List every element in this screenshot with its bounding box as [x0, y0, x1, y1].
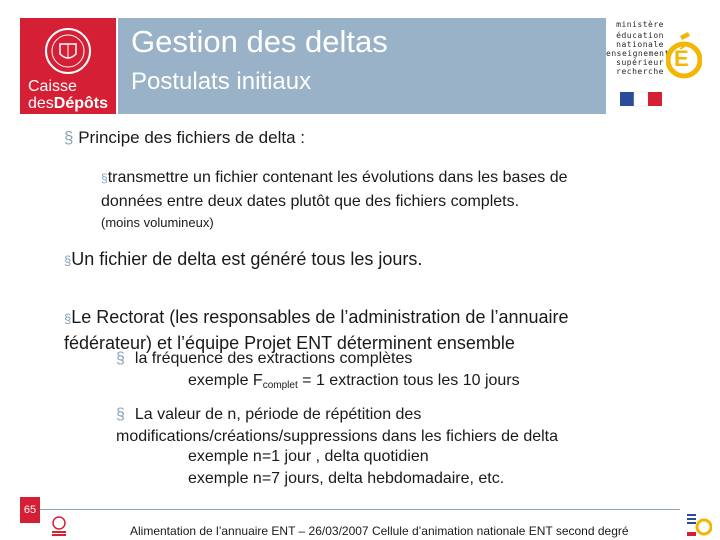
bullet-fichier-delta: [64, 249, 422, 270]
bullet-marker: §: [64, 128, 74, 147]
slide-title: Gestion des deltas: [131, 24, 388, 59]
recherche-word: recherche: [616, 67, 664, 76]
bullet-transmettre-line1: transmettre un fichier contenant les évolutions dans les bases de: [107, 169, 568, 186]
page-number: 65: [20, 497, 40, 523]
example-fcomplet-sub: complet: [262, 380, 298, 391]
bullet-marker: §: [116, 406, 125, 423]
example-n7: exemple n=7 jours, delta hebdomadaire, etc.: [188, 470, 505, 487]
bullet-rectorat-line1: Le Rectorat (les responsables de l’administration de l’annuaire: [71, 307, 569, 327]
logo-word-depots: Dépôts: [53, 95, 109, 112]
ministere-logo: [606, 18, 702, 114]
bullet-frequence: [116, 350, 412, 368]
ministere-word: ministère: [616, 20, 664, 29]
bullet-valeur-n-line1: La valeur de n, période de répétition des: [134, 406, 422, 423]
superieur-word: supérieur: [616, 58, 664, 67]
footer-education-logo-icon: [686, 512, 712, 538]
bullet-principe: [64, 128, 305, 148]
example-fcomplet-suffix: = 1 extraction tous les 10 jours: [297, 372, 520, 389]
bullet-marker: §: [64, 253, 72, 268]
caisse-des-depots-logo: [20, 18, 116, 114]
nationale-word: nationale: [616, 40, 664, 49]
note-moins-volumineux: (moins volumineux): [101, 215, 214, 230]
bullet-frequence-text: la fréquence des extractions complètes: [134, 350, 413, 367]
example-n1: exemple n=1 jour , delta quotidien: [188, 448, 429, 465]
footer-cdc-logo-icon: [50, 515, 68, 537]
e-letter: É: [674, 46, 689, 71]
bullet-valeur-n: [116, 404, 558, 448]
bullet-transmettre: [101, 166, 568, 214]
bullet-marker: §: [116, 350, 125, 367]
example-fcomplet-prefix: exemple F: [188, 372, 263, 389]
bullet-fichier-delta-text: Un fichier de delta est généré tous les jours.: [71, 249, 423, 269]
example-fcomplet: [188, 372, 520, 391]
enseignement-word: enseignement: [606, 49, 670, 58]
bullet-rectorat-line2: fédérateur) et l’équipe Projet ENT déterminent ensemble: [64, 333, 515, 353]
bullet-transmettre-line2: données entre deux dates plutôt que des fichiers complets.: [101, 193, 520, 210]
bullet-marker: §: [64, 311, 72, 326]
bullet-marker: §: [101, 171, 108, 185]
bullet-valeur-n-line2: modifications/créations/suppressions dans les fichiers de delta: [116, 428, 559, 445]
footer-text: Alimentation de l’annuaire ENT – 26/03/2007 Cellule d’animation nationale ENT second degré: [130, 524, 629, 538]
logo-word-caisse: Caisse: [28, 78, 77, 95]
slide-subtitle: Postulats initiaux: [131, 68, 312, 95]
marianne-flag-icon: [620, 90, 664, 110]
education-word: éducation: [616, 31, 664, 40]
bullet-principe-text: Principe des fichiers de delta :: [78, 128, 305, 147]
bullet-rectorat: [64, 305, 569, 355]
footer-divider: [40, 509, 680, 510]
logo-word-des: des: [28, 95, 54, 112]
